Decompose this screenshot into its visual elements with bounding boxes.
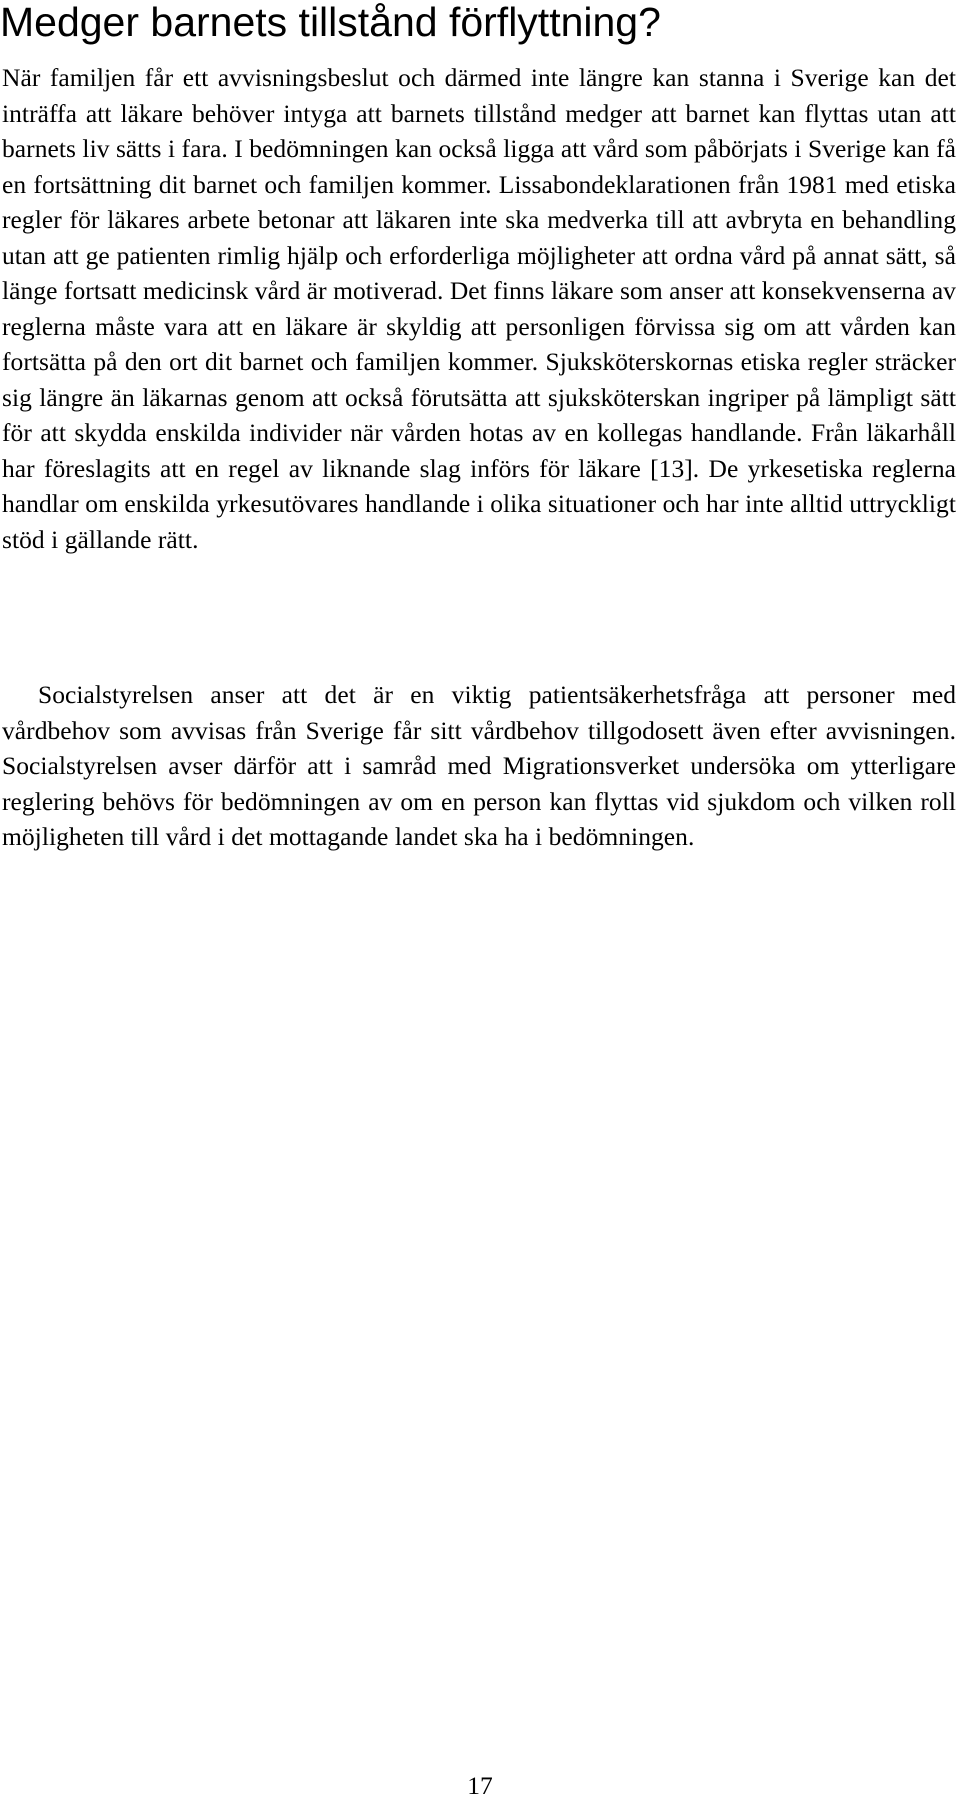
page-number: 17 — [467, 1771, 493, 1800]
paragraph-2: Socialstyrelsen anser att det är en viktig patientsäkerhetsfråga att personer med vårdbehov som avvisas från Sverige får sitt vårdbehov tillgodosett även efter avvisningen. Socialstyrelsen avser därför att i samråd med Migrationsverket undersöka om ytterligare reglering behövs för bedömningen av om en person kan flyttas vid sjukdom och vilken roll möjligheten till vård i det mottagande landet ska ha i bedömningen. — [2, 680, 956, 851]
section-heading: Medger barnets tillstånd förflyttning? — [0, 0, 661, 45]
paragraph-1: När familjen får ett avvisningsbeslut och därmed inte längre kan stanna i Sverige kan det inträffa att läkare behöver intyga att barnets tillstånd medger att barnet kan flyttas utan att barnets liv sätts i fara. I bedömningen kan också ligga att vård som påbörjats i Sverige kan få en fortsättning dit barnet och familjen kommer. Lissabondeklarationen från 1981 med etiska regler för läkares arbete betonar att läkaren inte ska medverka till att avbryta en behandling utan att ge patienten rimlig hjälp och erforderliga möjligheter att ordna vård på annat sätt, så länge fortsatt medicinsk vård är motiverad. Det finns läkare som anser att konsekvenserna av reglerna måste vara att en läkare är skyldig att personligen förvissa sig om att vården kan fortsätta på den ort dit barnet och familjen kommer. Sjuksköterskornas etiska regler sträcker sig längre än läkarnas genom att också förutsätta att sjuksköterskan ingriper på lämpligt sätt för att skydda enskilda individer när vården hotas av en kollegas handlande. Från läkarhåll har föreslagits att en regel av liknande slag införs för läkare [13]. De yrkesetiska reglerna handlar om enskilda yrkesutövares handlande i olika situationer och har inte alltid uttryckligt stöd i gällande rätt. — [2, 63, 956, 554]
